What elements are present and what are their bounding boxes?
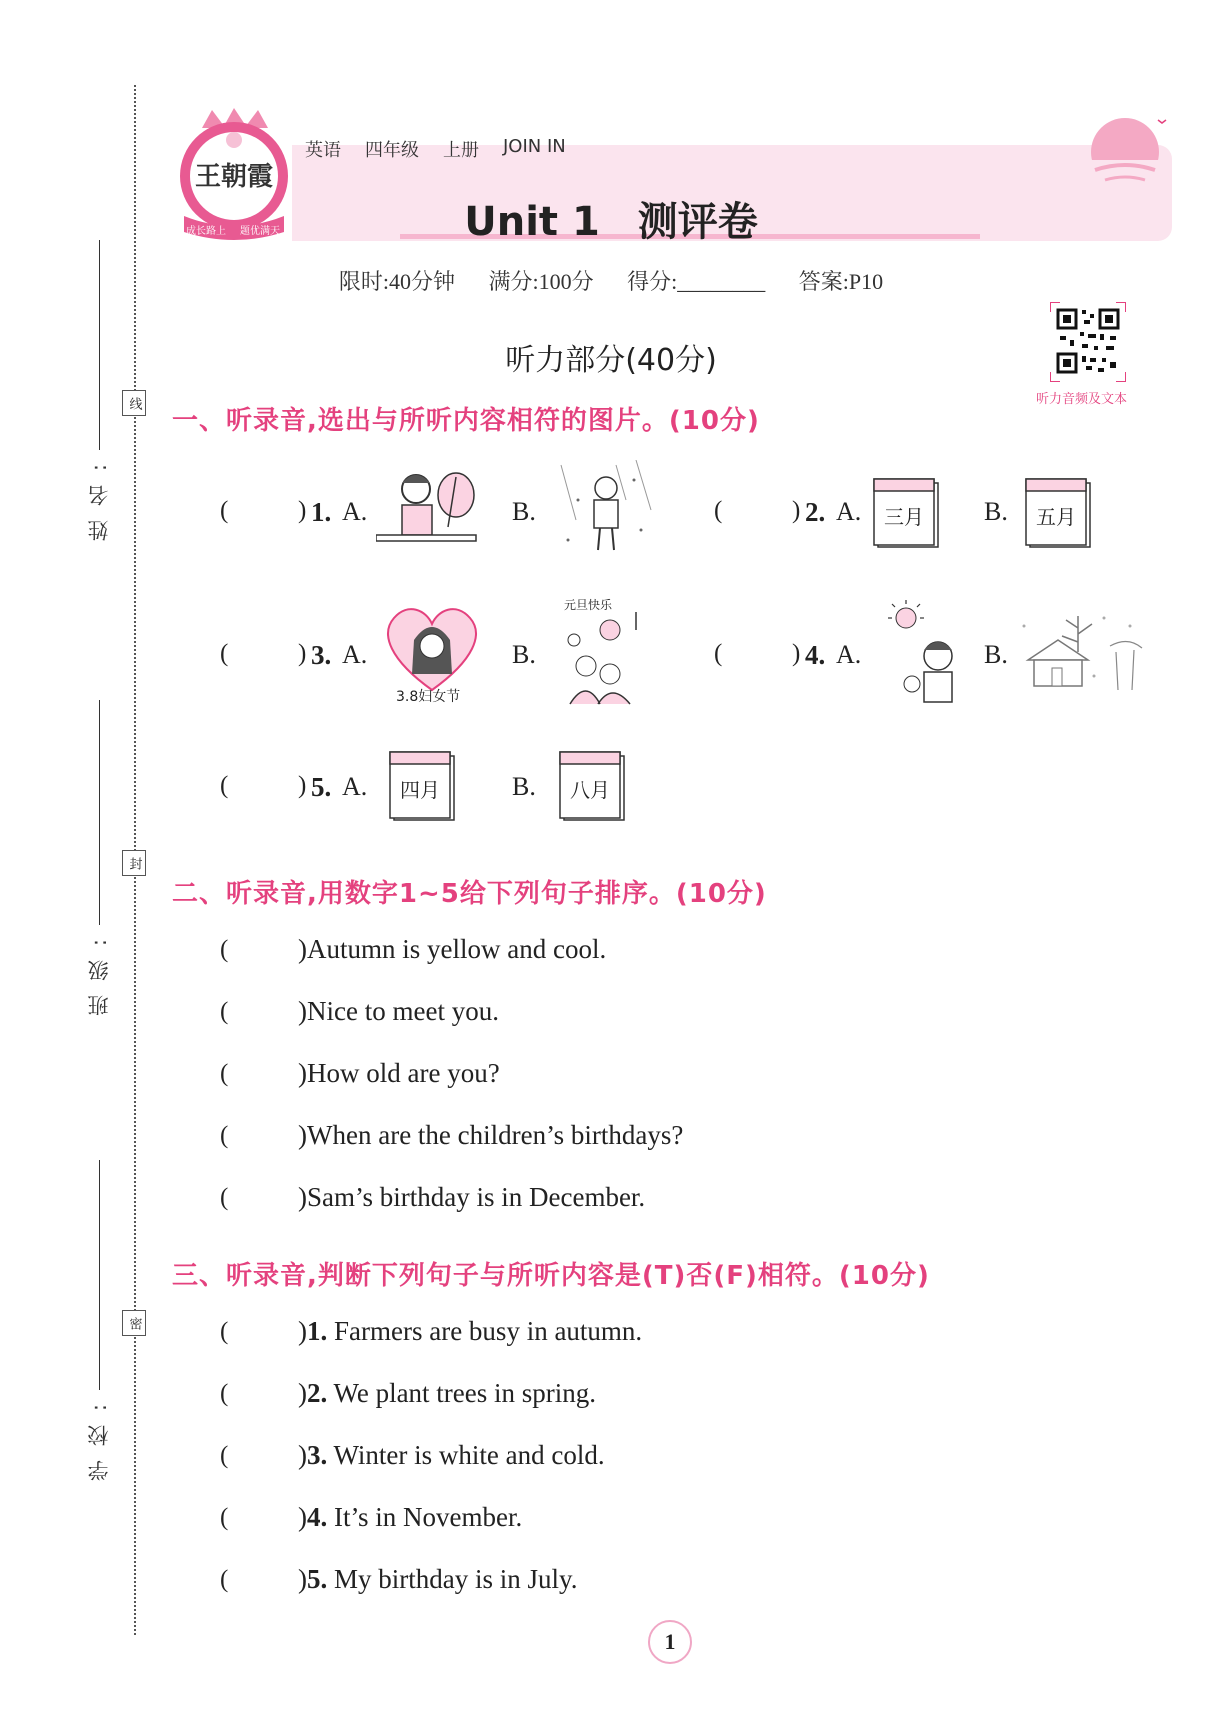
answer-blank[interactable]: ( bbox=[220, 1122, 229, 1149]
cut-mark-seal: 封 bbox=[122, 850, 146, 876]
school-field bbox=[84, 1160, 114, 1481]
boy-hot-sun-picture bbox=[876, 600, 966, 712]
answer-blank[interactable]: ( bbox=[714, 640, 723, 667]
exam-meta bbox=[0, 265, 1222, 296]
page-title bbox=[0, 190, 1222, 247]
grade-label: 四年级 bbox=[365, 140, 419, 161]
q2-option-b[interactable]: B. bbox=[984, 497, 1008, 526]
boy-in-snow-picture bbox=[556, 460, 656, 560]
sentence-item: )Sam’s birthday is in December. bbox=[298, 1182, 646, 1212]
calendar-month-text: 四月 bbox=[400, 778, 440, 802]
full-score: 满分:100分 bbox=[488, 269, 594, 294]
answer-blank[interactable]: ( bbox=[220, 497, 229, 524]
calendar-month-text: 三月 bbox=[884, 505, 924, 529]
listening-section-title: 听力部分(40分) bbox=[505, 343, 717, 378]
judge-item: )1. Farmers are busy in autumn. bbox=[298, 1316, 643, 1346]
class-underline[interactable] bbox=[99, 700, 100, 925]
answer-blank[interactable]: ( bbox=[220, 1318, 229, 1345]
brand-slogan-right: 题优满天 bbox=[240, 226, 280, 237]
q4-option-b[interactable]: B. bbox=[984, 640, 1008, 669]
subject-label: 英语 bbox=[305, 140, 341, 161]
winter-house-picture bbox=[1018, 606, 1146, 702]
answer-blank[interactable]: ( bbox=[220, 998, 229, 1025]
new-year-caption: 元旦快乐 bbox=[564, 598, 613, 612]
name-label: 姓名: bbox=[87, 450, 111, 542]
volume-label: 上册 bbox=[443, 140, 479, 161]
calendar-august-picture bbox=[558, 748, 628, 820]
calendar-month-text: 八月 bbox=[570, 778, 610, 802]
answer-blank[interactable]: ( bbox=[714, 497, 723, 524]
cut-mark-line: 线 bbox=[122, 390, 146, 416]
womens-day-caption: 3.8妇女节 bbox=[396, 689, 461, 705]
judge-item: )5. My birthday is in July. bbox=[298, 1564, 578, 1594]
brand-name: 王朝霞 bbox=[194, 162, 273, 192]
q4-option-a[interactable]: A. bbox=[836, 640, 862, 669]
sentence-item: )How old are you? bbox=[298, 1058, 500, 1088]
answer-blank[interactable]: ( bbox=[220, 936, 229, 963]
part2-heading: 二、听录音,用数字1~5给下列句子排序。(10分) bbox=[172, 879, 767, 909]
cut-mark-secret: 密 bbox=[122, 1310, 146, 1336]
calendar-april-picture bbox=[388, 748, 458, 820]
q3-number: 3. bbox=[311, 640, 332, 670]
answer-blank[interactable]: ( bbox=[220, 640, 229, 667]
school-underline[interactable] bbox=[99, 1160, 100, 1390]
q3-option-a[interactable]: A. bbox=[342, 640, 368, 669]
q2-option-a[interactable]: A. bbox=[836, 497, 862, 526]
subject-line bbox=[305, 136, 566, 162]
q1-number: 1. bbox=[311, 497, 332, 527]
school-label: 学校: bbox=[87, 1390, 111, 1482]
new-year-picture bbox=[550, 596, 650, 714]
sentence-item: )When are the children’s birthdays? bbox=[298, 1120, 684, 1150]
time-limit: 限时:40分钟 bbox=[338, 269, 455, 294]
part3-heading: 三、听录音,判断下列句子与所听内容是(T)否(F)相符。(10分) bbox=[172, 1261, 930, 1291]
q5-number: 5. bbox=[311, 772, 332, 802]
qr-caption: 听力音频及文本 bbox=[1036, 392, 1128, 407]
answer-blank[interactable]: ( bbox=[220, 1504, 229, 1531]
calendar-may-picture bbox=[1024, 475, 1094, 547]
class-field bbox=[84, 700, 114, 1016]
answer-blank[interactable]: ( bbox=[220, 1184, 229, 1211]
calendar-month-text: 五月 bbox=[1036, 505, 1076, 529]
sentence-item: )Nice to meet you. bbox=[298, 996, 499, 1026]
edition-label: JOIN IN bbox=[503, 136, 566, 157]
answer-blank[interactable]: ( bbox=[220, 1060, 229, 1087]
calendar-march-picture bbox=[872, 475, 942, 547]
q1-option-b[interactable]: B. bbox=[512, 497, 536, 526]
brand-slogan-left: 成长路上 bbox=[186, 226, 226, 237]
q5-option-b[interactable]: B. bbox=[512, 772, 536, 801]
page-number: 1 bbox=[648, 1620, 692, 1664]
judge-item: )2. We plant trees in spring. bbox=[298, 1378, 597, 1408]
answer-blank[interactable]: ( bbox=[220, 772, 229, 799]
q1-option-a[interactable]: A. bbox=[342, 497, 368, 526]
test-name: 测评卷 bbox=[637, 199, 758, 245]
answer-page: 答案:P10 bbox=[798, 269, 884, 294]
boy-with-leaf-picture bbox=[376, 465, 484, 555]
judge-item: )3. Winter is white and cold. bbox=[298, 1440, 605, 1470]
sentence-item: )Autumn is yellow and cool. bbox=[298, 934, 607, 964]
q5-option-a[interactable]: A. bbox=[342, 772, 368, 801]
class-label: 班级: bbox=[87, 925, 111, 1017]
q2-number: 2. bbox=[805, 497, 826, 527]
unit-label: Unit 1 bbox=[464, 199, 600, 245]
answer-blank[interactable]: ( bbox=[220, 1442, 229, 1469]
part1-heading: 一、听录音,选出与所听内容相符的图片。(10分) bbox=[172, 406, 760, 436]
answer-blank[interactable]: ( bbox=[220, 1380, 229, 1407]
q3-option-b[interactable]: B. bbox=[512, 640, 536, 669]
judge-item: )4. It’s in November. bbox=[298, 1502, 523, 1532]
q4-number: 4. bbox=[805, 640, 826, 670]
womens-day-picture bbox=[380, 604, 484, 704]
score-field[interactable]: 得分:________ bbox=[627, 269, 766, 294]
answer-blank[interactable]: ( bbox=[220, 1566, 229, 1593]
sunset-decoration-icon bbox=[1080, 110, 1170, 190]
